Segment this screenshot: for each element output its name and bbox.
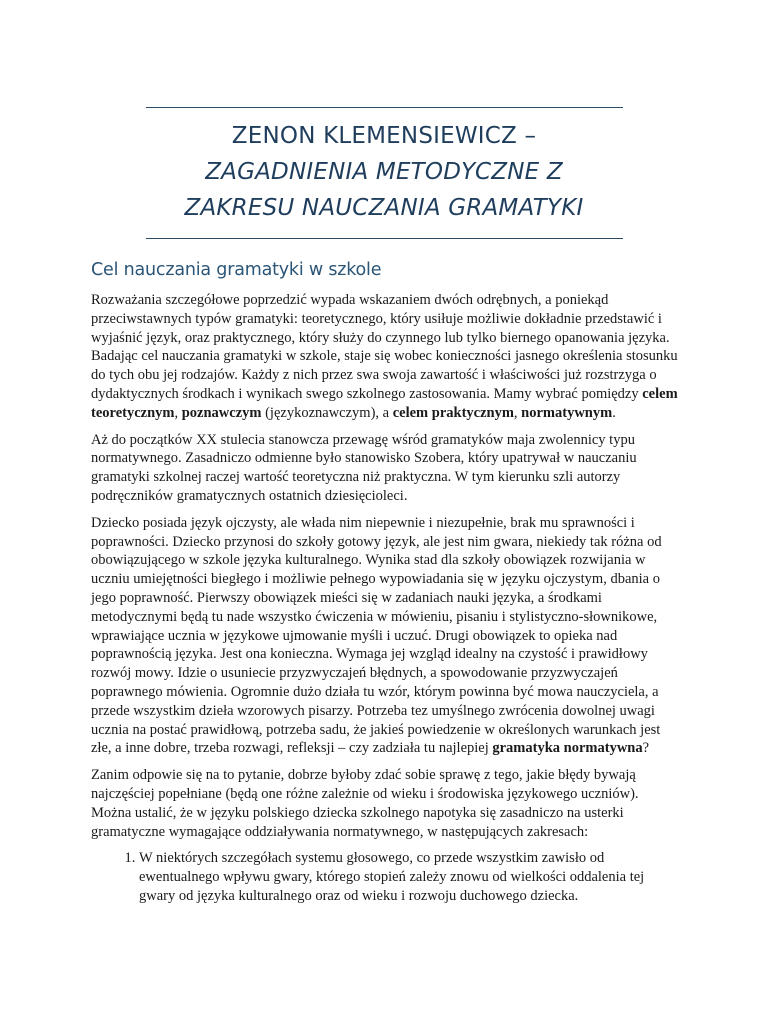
p1-text-4: , xyxy=(513,404,522,421)
p1-bold-3: celem praktycznym xyxy=(392,404,514,421)
p1-text-3: (językoznawczym), a xyxy=(261,404,393,421)
p3-text-1: Dziecko posiada język ojczysty, ale włada nim niepewnie i niezupełnie, brak mu sprawności i poprawności. Dziecko przynosi do szkoły gotowy język, ale jest nim gwara, niekiedy tak różna od obowiązującego w szkole języka kulturalnego. Wynika stad dla szkoły obowiązek rozwijania w uczniu umiejętności biegłego i możliwie pełnego wypowiadania się w języku ojczystym, dbania o jego poprawność. Pierwszy obowiązek mieści się w zadaniach nauki języka, a środkami metodycznymi będą tu nade wszystko ćwiczenia w mówieniu, pisaniu i stylistyczno-słownikowe, wprawiające ucznia w językowe ujmowanie myśli i uczuć. Drugi obowiązek to opieka nad poprawnością języka. Jest ona konieczna. Wymaga jej wzgląd idealny na czystość i prawidłowy rozwój mowy. Idzie o usuniecie przyzwyczajeń błędnych, a spowodowanie przyzwyczajeń poprawnego mówienia. Ogromnie dużo działa tu wzór, którym powinna być mowa nauczyciela, a przede wszystkim dzieła wzorowych pisarzy. Potrzeba tez umyślnego zwrócenia dowolnej uwagi ucznia na postać prawidłową, potrzeba sadu, że jakieś powiedzenie w określonych warunkach jest złe, a inne dobre, trzeba rozwagi, refleksji – czy zadziała tu najlepiej xyxy=(91,514,662,757)
paragraph-2: Aż do początków XX stulecia stanowcza przewagę wśród gramatyków maja zwolennicy typu normatywnego. Zasadniczo odmienne było stanowisko Szobera, który upatrywał w nauczaniu gramatyki szkolnej raczej wartość teoretyczna niż praktyczna. W tym kierunku szli autorzy podręczników gramatycznych ostatnich dziesięcioleci. xyxy=(91,431,637,504)
p1-text-2: , xyxy=(174,404,182,421)
paragraph-3 xyxy=(91,514,678,758)
title-line-3: ZAKRESU NAUCZANIA GRAMATYKI xyxy=(184,195,584,221)
document-title xyxy=(120,118,648,226)
p1-bold-2: poznawczym xyxy=(181,404,262,421)
paragraph-1 xyxy=(91,291,678,423)
p1-bold-1: celem teoretycznym xyxy=(91,385,678,421)
title-bottom-rule xyxy=(146,238,623,239)
paragraph-4: Zanim odpowie się na to pytanie, dobrze byłoby zdać sobie sprawę z tego, jakie błędy bywają najczęściej popełniane (będą one różne zależnie od wieku i środowiska językowego uczniów). Można ustalić, że w języku polskiego dziecka szkolnego napotyka się zasadniczo na usterki gramatyczne wymagające oddziaływania normatywnego, w następujących zakresach: xyxy=(91,767,639,840)
numbered-list xyxy=(91,849,678,905)
title-top-rule xyxy=(146,107,623,108)
p1-bold-4: normatywnym xyxy=(521,404,613,421)
list-item: 1. W niektórych szczegółach systemu głosowego, co przede wszystkim zawisło od ewentualnego wpływu gwary, którego stopień zależy znowu od wielkości oddalenia tej gwary od języka kulturalnego oraz od wieku i rozwoju duchowego dziecka. xyxy=(139,849,678,905)
title-line-2: ZAGADNIENIA METODYCZNE Z xyxy=(205,159,563,185)
section-heading: Cel nauczania gramatyki w szkole xyxy=(91,260,382,280)
p1-text-5: . xyxy=(612,404,616,421)
p3-text-2: ? xyxy=(642,740,650,757)
p3-bold-1: gramatyka normatywna xyxy=(492,740,643,757)
p1-text-1: Rozważania szczegółowe poprzedzić wypada wskazaniem dwóch odrębnych, a poniekąd przeciwstawnych typów gramatyki: teoretycznego, który usiłuje możliwie dokładnie przedstawić i wyjaśnić język, oraz praktycznego, który służy do czynnego lub tylko biernego opanowania języka. Badając cel nauczania gramatyki w szkole, staje się wobec konieczności jasnego określenia stosunku do tych obu jej rodzajów. Każdy z nich przez swa swoja zawartość i właściwości już rozstrzyga o dydaktycznych środkach i wynikach swego szkolnego zastosowania. Mamy wybrać pomiędzy xyxy=(91,292,678,402)
title-line-1: ZENON KLEMENSIEWICZ – xyxy=(231,123,537,149)
document-body xyxy=(91,291,678,906)
